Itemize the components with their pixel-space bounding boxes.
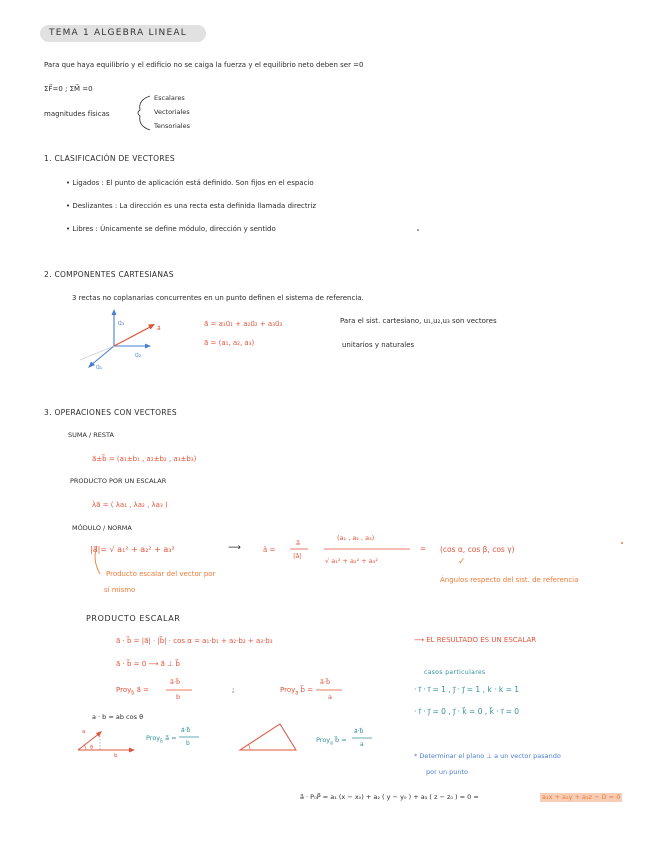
modulo-bracket [95,546,100,574]
modulo-arrow: ⟶ [228,543,241,553]
cos-note: Ángulos respecto del sist. de referencia [440,576,579,584]
proj2-sub: a⃗ [295,690,299,697]
axis-extension [80,346,114,360]
diag-proj2-num: a⃗·b⃗ [354,728,364,735]
prod-result: ⟶ EL RESULTADO ES UN ESCALAR [414,636,537,644]
section2-heading: 2. COMPONENTES CARTESIANAS [44,270,174,279]
prod-eq: a⃗ · b⃗ = |a⃗| · |b⃗| · cos α = a₁·b₁ + a₂·b₂ + a₃·b₃ [116,637,273,645]
axis-u1-line [90,346,114,366]
check-mark: ✓ [458,557,466,567]
diag1-b-arrowhead [129,748,135,753]
diag-proj1-num: a⃗·b⃗ [181,727,191,734]
diag-label-a: a [82,729,86,735]
decorative-dot [417,229,419,231]
section2-note2: unitarios y naturales [342,341,415,349]
magnitudes-label: magnitudes físicas [44,110,110,118]
axis-label-u2: u⃗₂ [135,352,142,359]
casos-2: · i⃗ · j⃗ = 0 , j⃗ · k⃗ = 0 , k⃗ · i⃗ = 0 [414,707,520,716]
magnitude-tensoriales: Tensoriales [154,122,191,130]
diag2-angle-arc [248,744,250,750]
section3-heading: 3. OPERACIONES CON VECTORES [44,408,177,417]
plane-note-2: por un punto [426,768,469,776]
proj1-den: b [176,693,181,701]
vector-a-arrowhead [148,324,155,330]
proj-separator: ; [232,686,235,694]
diag-label-theta: θ [90,745,94,751]
section2-note1: Para el sist. cartesiano, u₁,u₂,u₃ son vectores [340,317,497,325]
proj1-rest: a⃗ = [134,686,150,694]
suma-eq: a⃗±b⃗ = (a₁±b₁ , a₂±b₂ , a₃±b₃) [92,455,197,463]
intro-line-2: ΣF⃗=0 ; ΣM⃗ =0 [44,85,93,93]
projection-diagram-2 [240,724,296,750]
decorative-dot [621,542,623,544]
diag1-vector-a [78,733,100,750]
plane-eq: a⃗ · P₀P⃗ = a₁ (x − x₀) + a₂ ( y − y₀ ) + a₃ ( z − z₀ ) = 0 = [300,793,479,801]
casos-1: · i⃗ · i⃗ = 1 , j⃗ · j⃗ = 1 , k · k = 1 [414,685,520,694]
diag-label-b: b [114,753,118,759]
vector-a-line [114,326,152,346]
diag-proj1-label: Proy [146,734,161,742]
proj1-sub: b⃗ [131,690,135,697]
casos-heading: casos particulares [424,669,486,676]
section1-item-deslizantes: • Deslizantes : La dirección es una recta esta definida llamada directriz [66,202,317,210]
modulo-note-1: Producto escalar del vector por [106,570,216,578]
diag-proj2-sub: a⃗ [330,741,333,747]
unit-frac-num: a⃗ [296,539,300,547]
diag-proj2-rest: b⃗ = [332,736,347,744]
axis-u2-arrowhead [145,344,151,349]
diag1-a-arrowhead [96,731,102,737]
section2-eq1: a⃗ = a₁u⃗₁ + a₂u⃗₂ + a₃u⃗₃ [204,320,283,328]
modulo-heading: MÓDULO / NORMA [72,524,132,532]
section1-item-ligados: • Ligados : El punto de aplicación está definido. Son fijos en el espacio [66,179,314,187]
diag-proj1-sub: b⃗ [160,739,164,745]
proj2-num: a⃗·b⃗ [320,678,331,686]
escalar-eq: λa⃗ = ( λa₁ , λa₂ , λa₃ ) [92,501,168,509]
axis-label-u3: u⃗₃ [118,320,125,327]
suma-heading: SUMA / RESTA [68,431,114,439]
ab-eq: a · b = ab cos θ [92,713,144,721]
diag-proj1-rest: a⃗ = [163,734,177,742]
page-title: TEMA 1 ALGEBRA LINEAL [49,28,187,38]
unit-frac2-num: (a₁ , a₂ , a₃) [337,534,375,542]
unit-frac2-den: √ a₁² + a₂² + a₃² [325,557,378,565]
plane-note-1: * Determinar el plano ⊥ a un vector pasando [414,752,561,760]
axis-u3-arrowhead [112,309,117,315]
section1-item-libres: • Libres : Únicamente se define módulo, dirección y sentido [66,225,276,233]
proj2-den: a [328,693,332,701]
diag-proj1-den: b [186,740,190,747]
axis-label-u1: u⃗₁ [96,364,103,371]
axis-label-a: a⃗ [157,325,161,332]
section2-text: 3 rectas no coplanarias concurrentes en un punto definen el sistema de referencia. [72,294,364,302]
proj1-label: Proy [116,686,132,694]
projection-diagram-1 [78,731,135,753]
modulo-note-2: sí mismo [104,586,136,594]
proj2-rest: b⃗ = [298,686,314,694]
diag-proj2-den: a [360,741,364,748]
proj1-num: a⃗·b⃗ [170,678,181,686]
plane-result: a₁x + a₂y + a₃z − D = 0 [542,793,621,801]
unit-equals: = [420,545,426,553]
intro-line-1: Para que haya equilibrio y el edificio no se caiga la fuerza y el equilibrio neto deben ser =0 [44,61,364,69]
perp-eq: a⃗ · b⃗ = 0 ⟶ a⃗ ⊥ b⃗ [116,660,180,668]
magnitudes-brace [138,96,150,130]
proj2-label: Proy [280,686,296,694]
section1-heading: 1. CLASIFICACIÓN DE VECTORES [44,154,175,163]
unit-frac-den: |a⃗| [293,552,302,560]
producto-heading: PRODUCTO ESCALAR [86,614,181,623]
magnitude-vectoriales: Vectoriales [154,108,190,116]
escalar-heading: PRODUCTO POR UN ESCALAR [70,477,167,485]
diag1-angle-arc [84,745,86,750]
cos-eq: (cos α, cos β, cos γ) [440,545,515,554]
magnitude-escalares: Escalares [154,94,185,102]
cartesian-axes-figure [80,309,155,368]
section2-eq2: a⃗ = (a₁, a₂, a₃) [204,339,255,347]
modulo-eq: |a⃗|= √ a₁² + a₂² + a₃² [90,545,175,554]
unit-vector-eq: â = [263,546,276,554]
diag-proj2-label: Proy [316,736,331,744]
